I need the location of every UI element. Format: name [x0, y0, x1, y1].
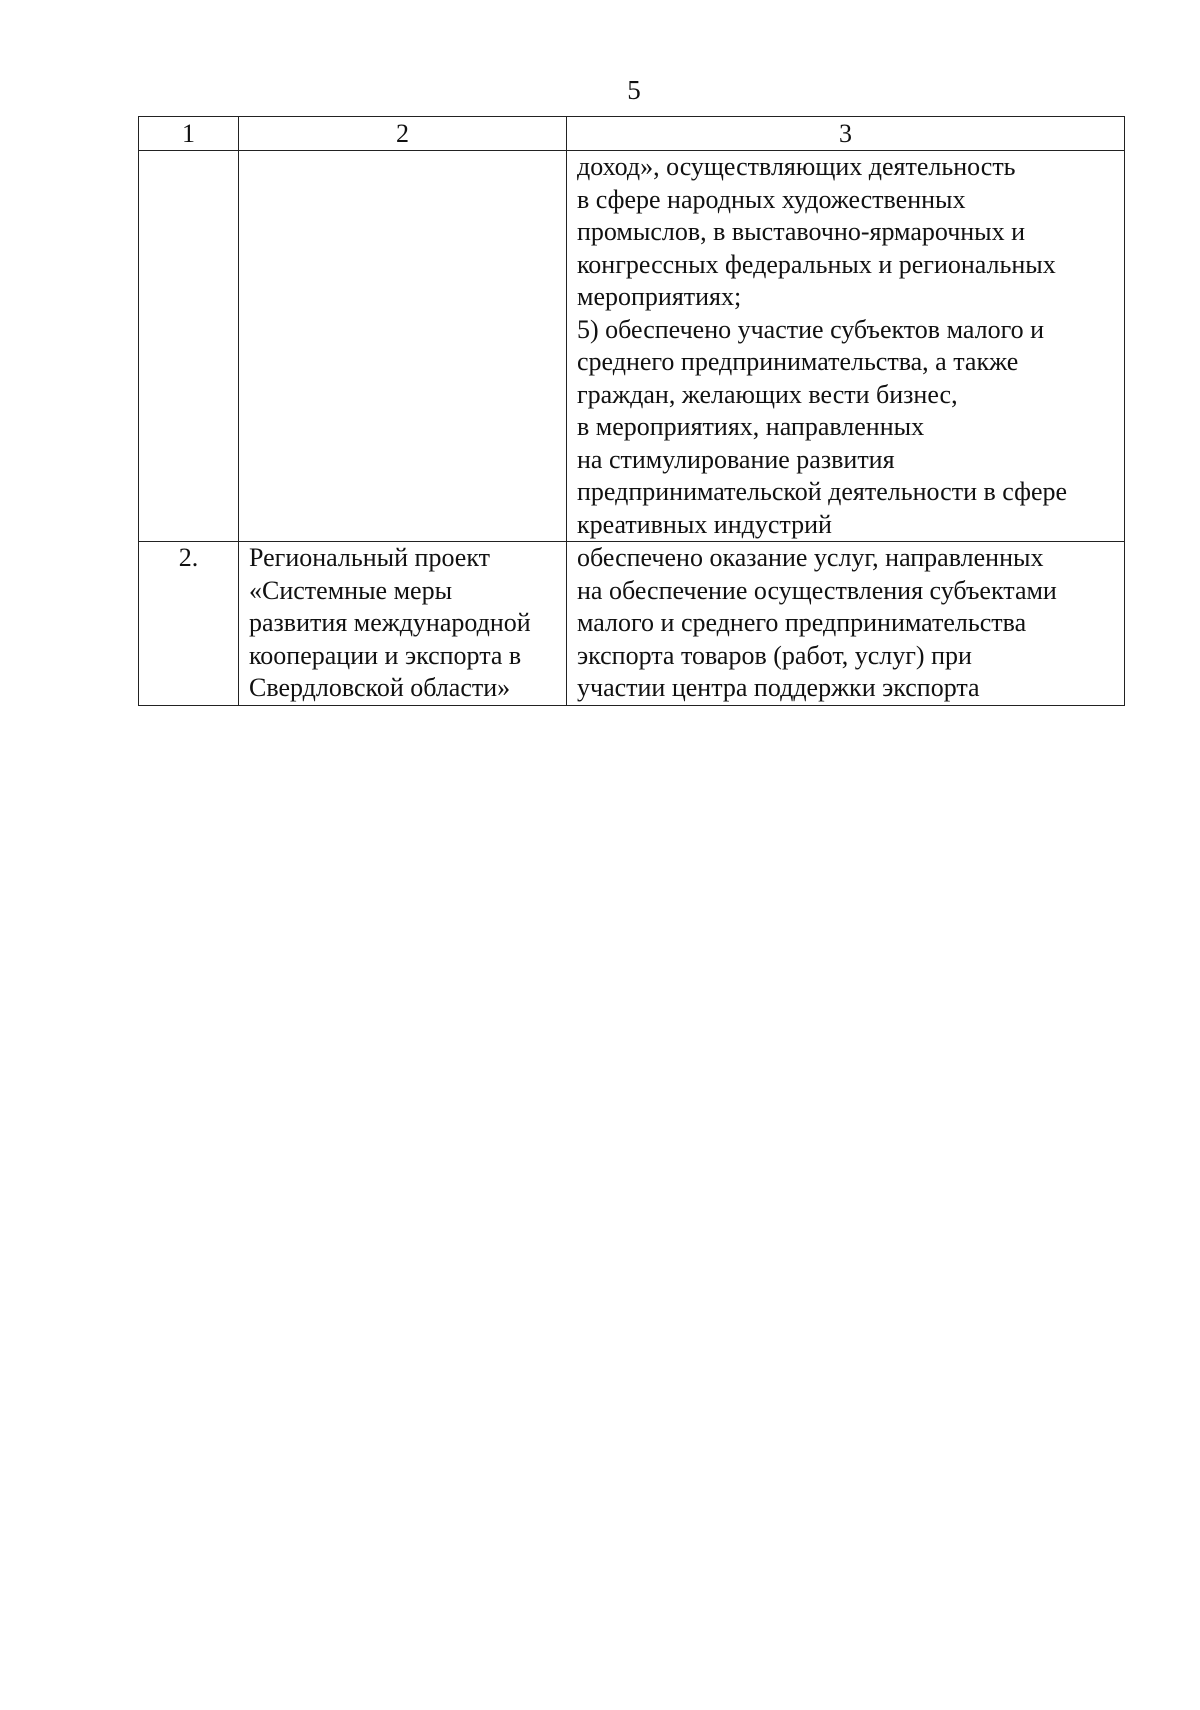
result-line: конгрессных федеральных и региональных [577, 249, 1056, 279]
result-line: на стимулирование развития [577, 444, 895, 474]
table-header-row [139, 117, 1125, 151]
page-number: 5 [627, 75, 641, 105]
table-row [139, 151, 1125, 542]
project-name-line: «Системные меры [249, 575, 453, 605]
project-name-line: развития международной [249, 608, 531, 637]
table-row [139, 542, 1125, 706]
result-line: обеспечено оказание услуг, направленных [577, 543, 1044, 572]
result-line: на обеспечение осуществления субъектами [577, 575, 1057, 605]
result-cell [567, 151, 1125, 542]
project-name-cell [239, 151, 567, 542]
column-header-1: 1 [139, 117, 239, 151]
project-name-line: Свердловской области» [249, 673, 511, 702]
result-line: предпринимательской деятельности в сфере [577, 477, 1068, 506]
column-header-2: 2 [239, 117, 567, 151]
result-line: малого и среднего предпринимательства [577, 608, 1027, 637]
column-header-3: 3 [567, 117, 1125, 151]
result-line: креативных индустрий [577, 509, 832, 539]
result-line: участии центра поддержки экспорта [577, 673, 980, 702]
result-line: экспорта товаров (работ, услуг) при [577, 640, 972, 670]
document-table [138, 116, 1125, 706]
result-line: среднего предпринимательства, а также [577, 347, 1019, 376]
result-line: 5) обеспечено участие субъектов малого и [577, 314, 1045, 344]
result-line: в сфере народных художественных [577, 184, 966, 214]
project-name-line: Региональный проект [249, 543, 490, 572]
project-name-line: кооперации и экспорта в [249, 640, 522, 670]
row-number-cell: 2. [139, 542, 239, 706]
result-line: мероприятиях; [577, 282, 742, 311]
result-line: доход», осуществляющих деятельность [577, 152, 1016, 181]
project-name-cell [239, 542, 567, 706]
result-line: в мероприятиях, направленных [577, 412, 925, 441]
result-line: промыслов, в выставочно-ярмарочных и [577, 217, 1026, 246]
row-number-cell [139, 151, 239, 542]
result-cell [567, 542, 1125, 706]
result-line: граждан, желающих вести бизнес, [577, 379, 958, 409]
